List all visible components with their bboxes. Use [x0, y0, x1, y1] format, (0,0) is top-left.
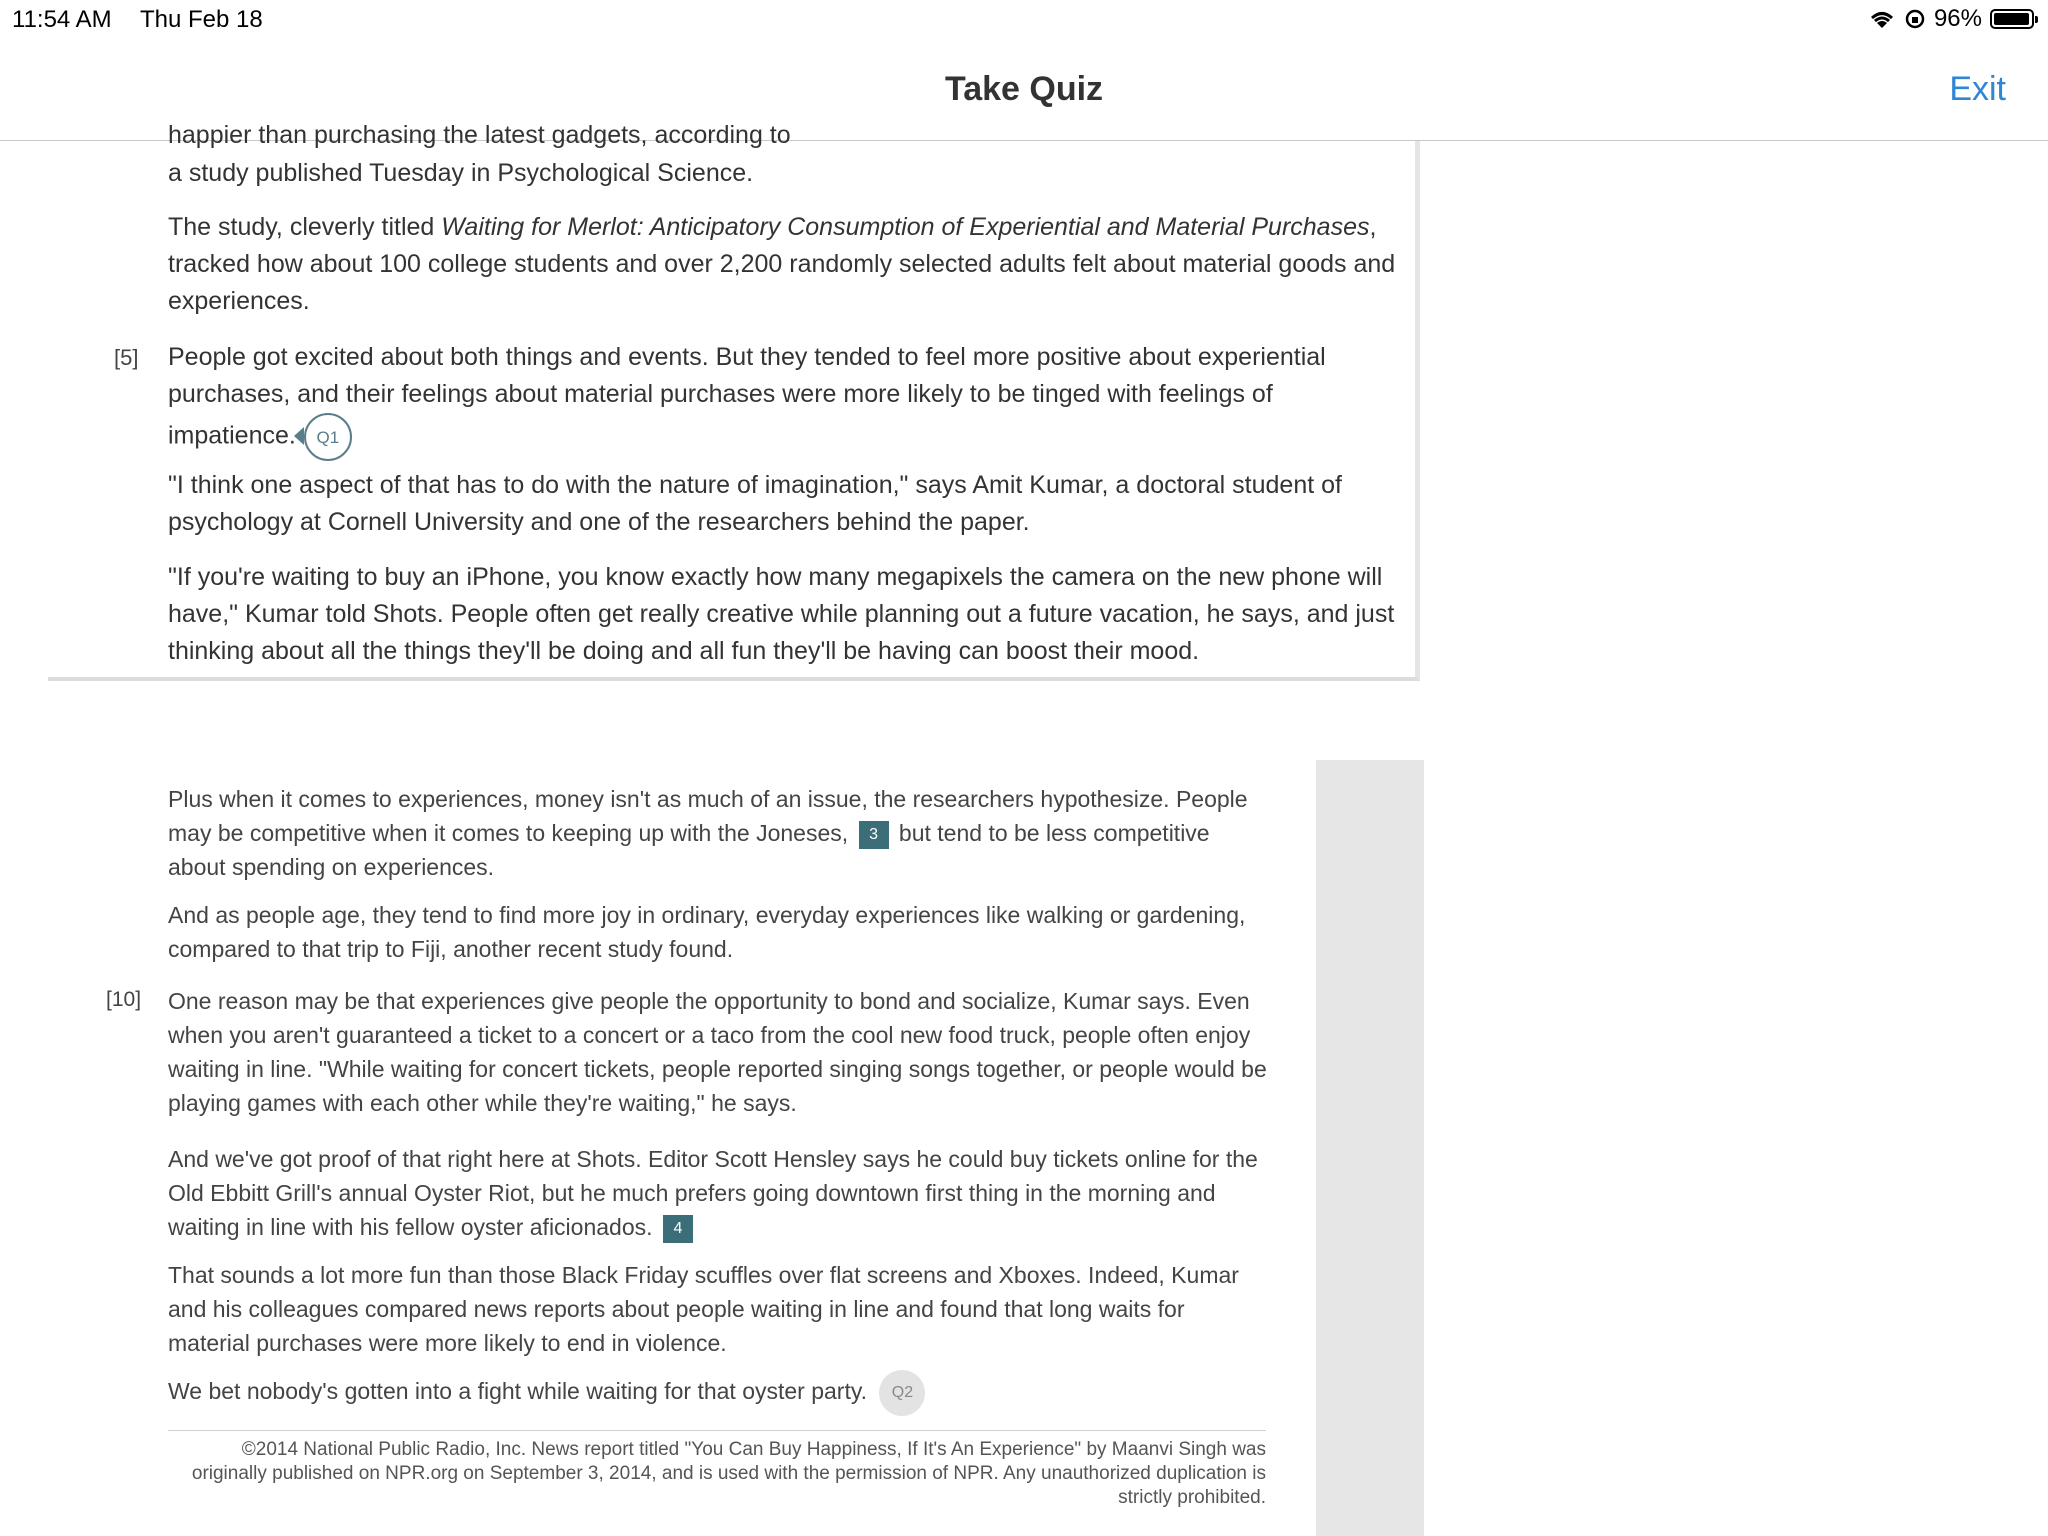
- paragraph-number-5: [5]: [114, 345, 139, 370]
- side-margin: [1316, 760, 1424, 1536]
- status-right: [1868, 5, 2034, 33]
- paragraph-number-10: [10]: [106, 988, 142, 1011]
- battery-icon: [1990, 9, 2034, 29]
- paragraph-5: [168, 339, 1398, 461]
- cut-off-line: happier than purchasing the latest gadgets, according to: [168, 121, 791, 149]
- paragraph-money: [168, 782, 1268, 884]
- paragraph-10: One reason may be that experiences give people the opportunity to bond and socialize, Kumar says. Even when you aren't guaranteed a ticket to a concert or a taco from the cool new food truck, people often enjoy waiting in line. "While waiting for concert tickets, people reported singing songs together, or people would be playing games with each other while they're waiting," he says.: [168, 988, 1267, 1116]
- study-text-pre: The study, cleverly titled: [168, 213, 442, 241]
- bet-text: We bet nobody's gotten into a fight while waiting for that oyster party.: [168, 1378, 868, 1405]
- study-text-post: , tracked how about 100 college students and over 2,200 randomly selected adults felt about material goods and experiences.: [168, 213, 1396, 315]
- paragraph-5-text: People got excited about both things and events. But they tended to feel more positive about experiential purchases, and their feelings about material purchases were more likely to be tinged with feelings of impatience.: [168, 343, 1326, 450]
- question-marker-4[interactable]: 4: [663, 1215, 693, 1243]
- study-title: Waiting for Merlot: Anticipatory Consumption of Experiential and Material Purchases: [441, 213, 1370, 241]
- exit-button[interactable]: Exit: [1949, 70, 2006, 108]
- passage-card-top[interactable]: [48, 121, 1420, 681]
- shots-text: And we've got proof of that right here at Shots. Editor Scott Hensley says he could buy tickets online for the Old Ebbitt Grill's annual Oyster Riot, but he much prefers going downtown first thing in the morning and waiting in line with his fellow oyster aficionados.: [168, 1146, 1258, 1240]
- question-marker-3[interactable]: 3: [859, 821, 889, 849]
- battery-percent: 96%: [1933, 5, 1982, 32]
- money-text-post: but tend to be less competitive about spending on experiences.: [168, 820, 1210, 880]
- paragraph-kumar: "I think one aspect of that has to do with the nature of imagination," says Amit Kumar, a doctoral student of psychology at Cornell University and one of the researchers behind the paper.: [168, 471, 1342, 536]
- paragraph-iphone: "If you're waiting to buy an iPhone, you know exactly how many megapixels the camera on the new phone will have," Kumar told Shots. People often get really creative while planning out a future vacation, he says, and just thinking about all the things they'll be doing and all fun they'll be having can boost their mood.: [168, 563, 1395, 665]
- footer-divider: [168, 1430, 1266, 1431]
- q1-marker[interactable]: Q1: [304, 413, 352, 461]
- wifi-icon: [1868, 8, 1896, 30]
- money-text-pre: Plus when it comes to experiences, money isn't as much of an issue, the researchers hypothesize. People may be competitive when it comes to keeping up with the Joneses,: [168, 786, 1248, 846]
- status-date: Thu Feb 18: [140, 6, 263, 33]
- orientation-lock-icon: [1904, 8, 1926, 30]
- paragraph-bet: [168, 1370, 1268, 1416]
- status-time: 11:54 AM: [12, 6, 112, 33]
- paragraph-shots: [168, 1142, 1268, 1244]
- status-bar: [0, 0, 2048, 40]
- paragraph-black-friday: That sounds a lot more fun than those Black Friday scuffles over flat screens and Xboxes. Indeed, Kumar and his colleagues compared news reports about people waiting in line and found that long waits for material purchases were more likely to end in violence.: [168, 1262, 1239, 1356]
- passage-page-bottom[interactable]: [0, 760, 2048, 1536]
- paragraph-study: [168, 209, 1398, 320]
- paragraph-study-line: a study published Tuesday in Psychological Science.: [168, 159, 754, 187]
- paragraph-age: And as people age, they tend to find more joy in ordinary, everyday experiences like walking or gardening, compared to that trip to Fiji, another recent study found.: [168, 902, 1246, 962]
- q2-marker[interactable]: Q2: [879, 1370, 925, 1416]
- page-title: Take Quiz: [944, 70, 1104, 108]
- copyright-notice: ©2014 National Public Radio, Inc. News report titled "You Can Buy Happiness, If It's An Experience" by Maanvi Singh was originally published on NPR.org on September 3, 2014, and is used with the permission of NPR. Any unauthorized duplication is strictly prohibited.: [191, 1439, 1266, 1508]
